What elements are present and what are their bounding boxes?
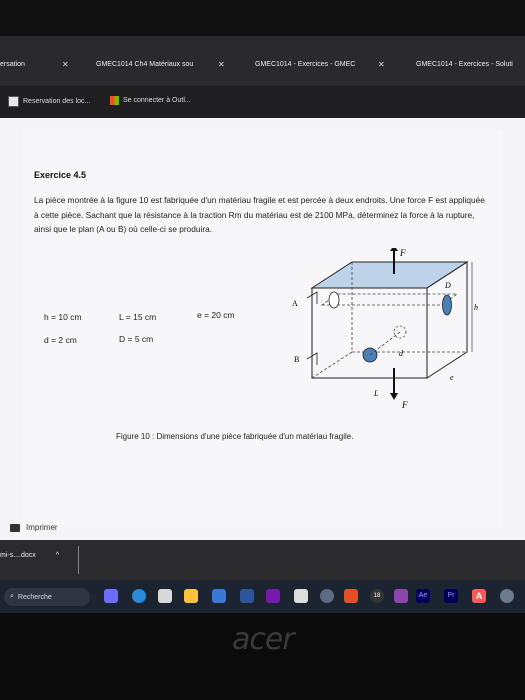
bookmark-label: Reservation des loc...: [23, 98, 91, 105]
bookmark-outlook[interactable]: [110, 96, 191, 105]
label-A: A: [292, 299, 298, 308]
figure-box-diagram: [282, 248, 482, 428]
microsoft-icon: [110, 96, 119, 105]
tab-chapter4[interactable]: [96, 50, 236, 78]
bookmark-reservation[interactable]: [8, 96, 90, 107]
bookmarks-bar: [0, 86, 525, 118]
tab-label: GMEC1014 - Exercices - GMEC: [255, 60, 356, 68]
label-d: d: [399, 349, 403, 358]
label-F-bottom: F: [402, 400, 408, 410]
arrow-head: [390, 248, 398, 251]
notification-badge[interactable]: 18: [370, 589, 384, 603]
close-icon[interactable]: ✕: [378, 59, 385, 69]
word-icon[interactable]: [240, 589, 254, 603]
hole-axis: [370, 332, 400, 355]
download-bar: [0, 540, 525, 580]
tab-exercices[interactable]: [255, 50, 405, 78]
exercise-text: La pièce montrée à la figure 10 est fabriquée d'un matériau fragile et est percée à deux endroits. Une force F est appliquée à cette pièce. Sachant que la résistance à la traction Rm du matériau est de 2100 MPa, déterminez la force à la rupture, ainsi que le plan (A ou B) où celle-ci se produira.: [34, 195, 485, 234]
label-L: L: [374, 389, 379, 398]
screen: [0, 36, 525, 613]
search-label: Recherche: [17, 593, 52, 601]
document-viewer: [0, 118, 525, 540]
chevron-up-icon[interactable]: ^: [55, 552, 60, 559]
taskbar-search[interactable]: [4, 588, 90, 606]
close-icon[interactable]: ✕: [62, 59, 69, 69]
app-icon[interactable]: [344, 589, 358, 603]
label-e: e: [450, 373, 454, 382]
app-icon[interactable]: [394, 589, 408, 603]
dimension-D: D = 5 cm: [119, 334, 154, 344]
photos-icon[interactable]: [294, 589, 308, 603]
tab-label: GMEC1014 - Exercices - Soluti: [416, 60, 513, 68]
label-D: D: [445, 281, 451, 290]
arrow-head: [390, 393, 398, 400]
search-icon: ⌕: [10, 593, 14, 600]
exercise-title: Exercice 4.5: [34, 170, 87, 180]
hidden-edge: [312, 352, 352, 378]
hole-entry: [329, 292, 339, 308]
bookmark-label: Se connecter à Outl...: [123, 97, 191, 104]
onenote-icon[interactable]: [266, 589, 280, 603]
store-icon[interactable]: [158, 589, 172, 603]
printer-icon: [10, 524, 20, 532]
print-button[interactable]: [10, 523, 58, 532]
laptop-bezel-top: [0, 0, 525, 36]
label-h: h: [474, 303, 478, 312]
edge-icon[interactable]: [132, 589, 146, 603]
mail-icon[interactable]: [212, 589, 226, 603]
premiere-icon[interactable]: Pr: [444, 589, 458, 603]
building-icon: [8, 96, 19, 107]
after-effects-icon[interactable]: Ae: [416, 589, 430, 603]
download-item[interactable]: [0, 552, 59, 559]
dimension-h: h = 10 cm: [44, 312, 82, 322]
browser-tab-bar: [0, 36, 525, 86]
document-page: [22, 130, 502, 530]
close-icon[interactable]: ✕: [218, 59, 225, 69]
tab-exercices-solutions[interactable]: [416, 50, 525, 78]
teams-icon[interactable]: [104, 589, 118, 603]
print-label: Imprimer: [26, 523, 58, 532]
dimension-L: L = 15 cm: [119, 312, 157, 322]
dimension-d: d = 2 cm: [44, 335, 77, 345]
tab-conversation[interactable]: [0, 50, 75, 78]
tab-label: ersation: [0, 60, 25, 68]
top-face: [312, 262, 467, 288]
download-label: mi-s....docx: [0, 552, 36, 559]
dimension-e: e = 20 cm: [197, 310, 235, 320]
acrobat-icon[interactable]: A: [472, 589, 486, 603]
figure-caption: Figure 10 : Dimensions d'une pièce fabriquée d'un matériau fragile.: [116, 432, 354, 441]
taskbar: [0, 580, 525, 613]
tab-label: GMEC1014 Ch4 Matériaux sou: [96, 60, 194, 68]
folder-icon[interactable]: [184, 589, 198, 603]
divider: [78, 546, 79, 574]
acer-logo: acer: [232, 622, 294, 657]
settings-icon[interactable]: [500, 589, 514, 603]
large-hole: [443, 295, 452, 315]
label-B: B: [294, 355, 300, 364]
plane-A: [322, 294, 457, 305]
app-icon[interactable]: [320, 589, 334, 603]
label-F-top: F: [400, 248, 406, 258]
